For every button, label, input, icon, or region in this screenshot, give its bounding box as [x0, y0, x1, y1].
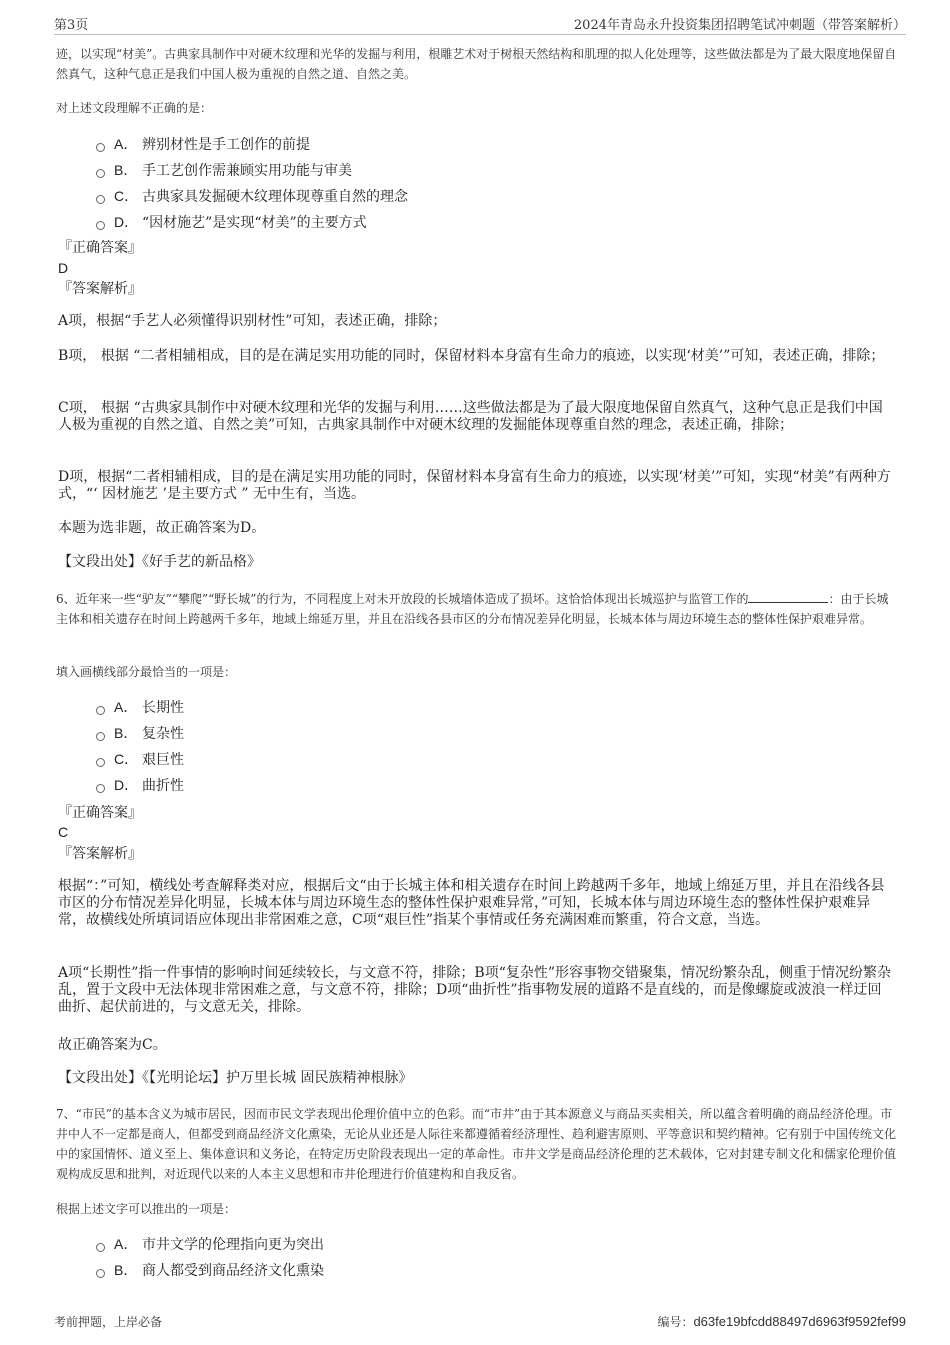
q6-option-c[interactable]: C． 艰巨性	[96, 746, 184, 772]
q5-conclusion: 本题为选非题，故正确答案为D。	[58, 520, 266, 536]
radio-icon[interactable]	[96, 758, 105, 767]
q5-analysis-a: A项，根据“手艺人必须懂得识别材性”可知，表述正确，排除；	[58, 313, 447, 329]
radio-icon[interactable]	[96, 732, 105, 741]
footer-slogan: 考前押题，上岸必备	[54, 1315, 163, 1329]
q6-stem: 6、近年来一些“驴友”“攀爬”“野长城”的行为，不同程度上对未开放段的长城墙体造成了损坏。这恰恰体现出长城巡护与监管工作的 ：由于长城主体和相关遗存在时间上跨越两千多年，地域上绵延万里，并且在沿线各县市区的分布情况差异化明显，长城本体与周边环境生态的整体性保护艰难异常。	[56, 592, 889, 626]
q6-answer: C	[58, 824, 69, 840]
fill-blank	[748, 590, 828, 603]
q7-option-b[interactable]: B． 商人都受到商品经济文化熏染	[96, 1257, 324, 1283]
q5-source: 【文段出处】《好手艺的新品格》	[58, 554, 261, 570]
q5-passage: 迹，以实现“材美”。古典家具制作中对硬木纹理和光华的发掘与利用，根雕艺术对于树根天然结构和肌理的拟人化处理等，这些做法都是为了最大限度地保留自然真气，这种气息正是我们中国人极为重视的自然之道、自然之美。	[56, 47, 897, 81]
q5-options	[96, 131, 408, 235]
q6-analysis-main: 根据“：”可知，横线处考查解释类对应，根据后文“由于长城主体和相关遗存在时间上跨越两千多年，地域上绵延万里，并且在沿线各县市区的分布情况差异化明显，长城本体与周边环境生态的整体性保护艰难异常，”可知，长城本体与周边环境生态的整体性保护艰难异常，故横线处所填词语应体现出非常困难之意，C项“艰巨性”指某个事情或任务充满困难而繁重，符合文意，当选。	[58, 878, 885, 928]
q5-analysis-d: D项，根据“二者相辅相成，目的是在满足实用功能的同时，保留材料本身富有生命力的痕迹，以实现‘材美’”可知，实现“材美”有两种方式，“‘ 因材施艺 ’是主要方式 ” 无中生有，当选。	[58, 469, 891, 502]
q5-option-d[interactable]: D． “因材施艺”是实现“材美”的主要方式	[96, 209, 408, 235]
q5-analysis-c: C项， 根据 “古典家具制作中对硬木纹理和光华的发掘与利用……这些做法都是为了最大限度地保留自然真气，这种气息正是我们中国人极为重视的自然之道、自然之美”可知，古典家具制作中对硬木纹理的发掘能体现尊重自然的理念，表述正确，排除；	[58, 400, 883, 433]
q6-prompt: 填入画横线部分最恰当的一项是：	[56, 665, 237, 679]
q5-answer: D	[58, 260, 69, 276]
q6-option-b[interactable]: B． 复杂性	[96, 720, 184, 746]
radio-icon[interactable]	[96, 195, 105, 204]
radio-icon[interactable]	[96, 221, 105, 230]
q6-option-d[interactable]: D． 曲折性	[96, 772, 184, 798]
page-header	[54, 12, 906, 35]
q6-analysis-others: A项“长期性”指一件事情的影响时间延续较长，与文意不符，排除；B项“复杂性”形容事物交错聚集，情况纷繁杂乱，侧重于情况纷繁杂乱，置于文段中无法体现非常困难之意，与文意不符，排除；D项“曲折性”指事物发展的道路不是直线的，而是像螺旋或波浪一样迂回曲折、起伏前进的，与文意无关，排除。	[58, 965, 892, 1015]
q6-analysis-label: 『答案解析』	[58, 846, 142, 862]
radio-icon[interactable]	[96, 1243, 105, 1252]
radio-icon[interactable]	[96, 143, 105, 152]
q7-prompt: 根据上述文字可以推出的一项是：	[56, 1202, 237, 1216]
q7-options	[96, 1231, 324, 1283]
q6-conclusion: 故正确答案为C。	[58, 1037, 167, 1053]
radio-icon[interactable]	[96, 169, 105, 178]
q5-analysis-b: B项， 根据 “二者相辅相成，目的是在满足实用功能的同时，保留材料本身富有生命力的痕迹，以实现‘材美’”可知，表述正确，排除；	[58, 348, 885, 364]
document-title: 2024年青岛永升投资集团招聘笔试冲刺题（带答案解析）	[573, 18, 906, 33]
q5-option-a[interactable]: A． 辨别材性是手工创作的前提	[96, 131, 408, 157]
q7-option-a[interactable]: A． 市井文学的伦理指向更为突出	[96, 1231, 324, 1257]
page-footer	[54, 1313, 906, 1331]
q7-stem: 7、“市民”的基本含义为城市居民，因而市民文学表现出伦理价值中立的色彩。而“市井”由于其本源意义与商品买卖相关，所以蕴含着明确的商品经济伦理。市井中人不一定都是商人，但都受到商品经济文化熏染，无论从业还是人际往来都遵循着经济理性、趋利避害原则、平等意识和契约精神。它有别于中国传统文化中的家国情怀、道义至上、集体意识和义务论，在特定历史阶段表现出一定的革命性。市井文学是商品经济伦理的艺术载体，它对封建专制文化和儒家伦理价值观构成反思和批判，对近现代以来的人本主义思想和市井伦理进行价值建构和自我反省。	[56, 1107, 897, 1181]
radio-icon[interactable]	[96, 706, 105, 715]
radio-icon[interactable]	[96, 1269, 105, 1278]
q5-answer-label: 『正确答案』	[58, 240, 142, 256]
radio-icon[interactable]	[96, 784, 105, 793]
q5-analysis-label: 『答案解析』	[58, 281, 142, 297]
q5-prompt: 对上述文段理解不正确的是：	[56, 101, 213, 115]
q6-source: 【文段出处】《【光明论坛】护万里长城 固民族精神根脉》	[58, 1070, 413, 1086]
q6-option-a[interactable]: A． 长期性	[96, 694, 184, 720]
q5-option-c[interactable]: C． 古典家具发掘硬木纹理体现尊重自然的理念	[96, 183, 408, 209]
q5-option-b[interactable]: B． 手工艺创作需兼顾实用功能与审美	[96, 157, 408, 183]
q6-answer-label: 『正确答案』	[58, 805, 142, 821]
page-number: 第3页	[54, 18, 89, 33]
q6-options	[96, 694, 184, 798]
footer-code: 编号：d63fe19bfcdd88497d6963f9592fef99	[657, 1314, 906, 1329]
